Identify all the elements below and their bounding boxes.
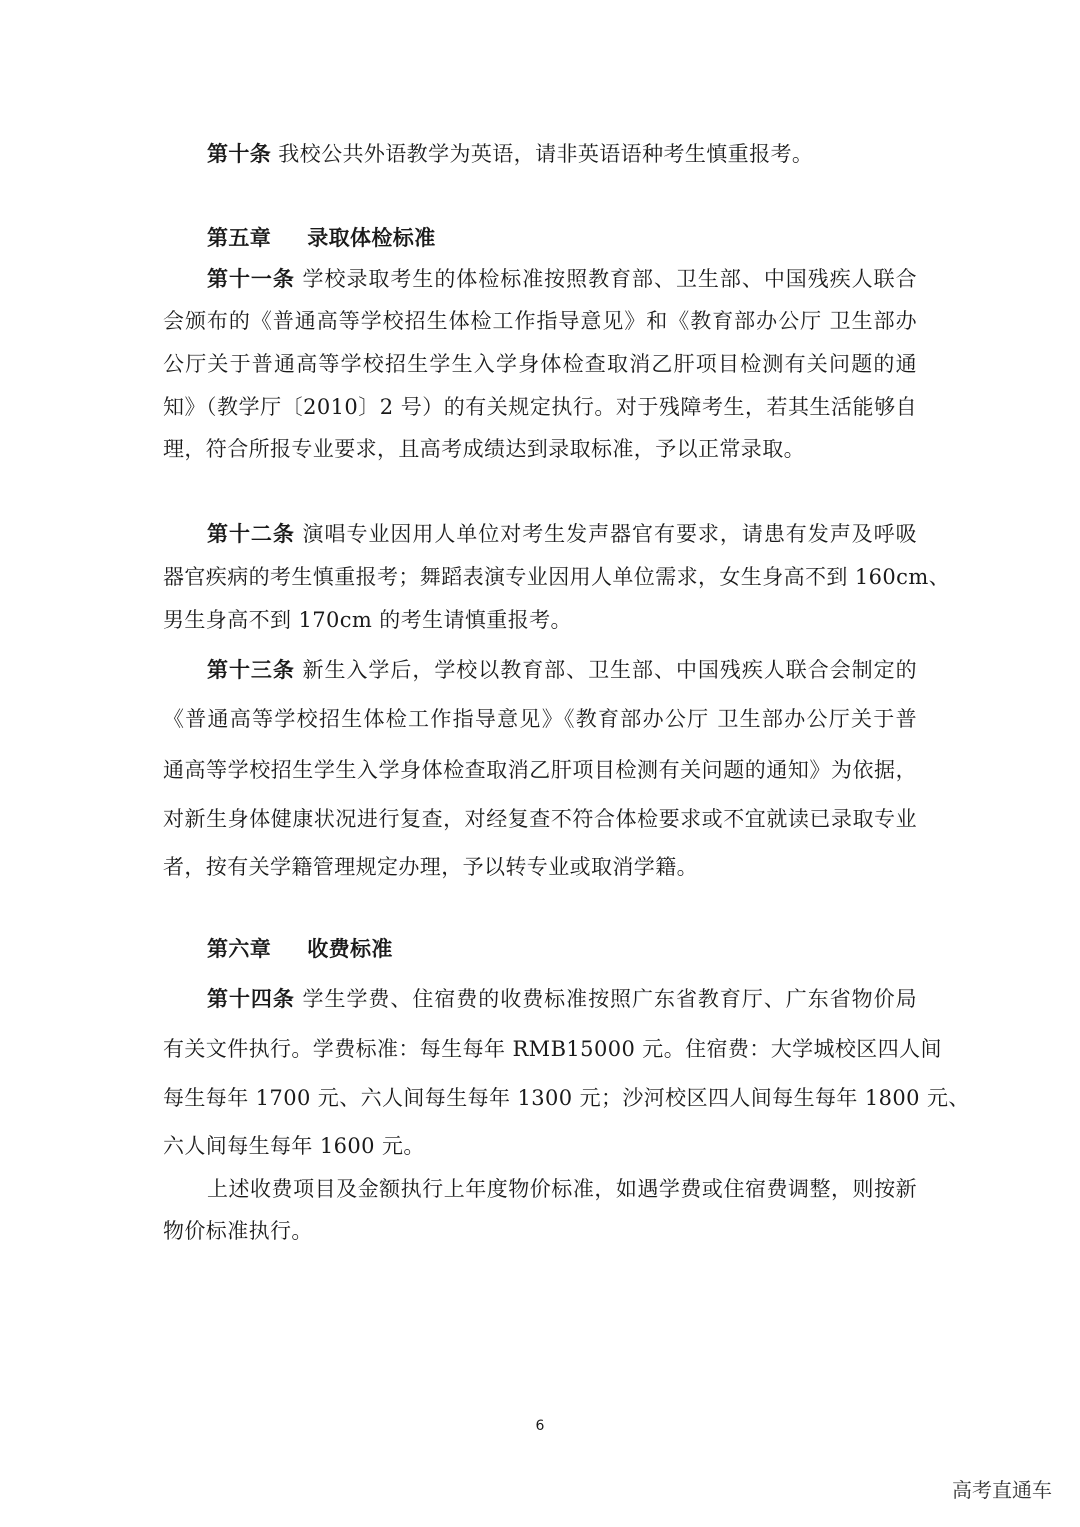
article-12-label: 第十二条	[207, 521, 295, 546]
fees-note-line-2: 物价标准执行。	[163, 1219, 313, 1243]
article-11-label: 第十一条	[207, 266, 295, 291]
article-13-line-1	[207, 656, 917, 684]
article-13-line-4: 对新生身体健康状况进行复查，对经复查不符合体检要求或不宜就读已录取专业	[163, 807, 917, 831]
chapter-5-title: 录取体检标准	[307, 225, 436, 250]
chapter-5-heading	[207, 224, 436, 252]
chapter-6-number: 第六章	[207, 936, 272, 961]
article-10-label: 第十条	[207, 141, 272, 166]
article-12-line-2: 器官疾病的考生慎重报考；舞蹈表演专业因用人单位需求，女生身高不到 160cm、	[163, 565, 951, 589]
chapter-6-heading	[207, 935, 393, 963]
article-14-line-2: 有关文件执行。学费标准：每生每年 RMB15000 元。住宿费：大学城校区四人间	[163, 1037, 942, 1061]
article-14-line-1	[207, 985, 917, 1013]
article-13-line-5: 者，按有关学籍管理规定办理，予以转专业或取消学籍。	[163, 855, 698, 879]
article-14-text-1: 学生学费、住宿费的收费标准按照广东省教育厅、广东省物价局	[302, 987, 918, 1011]
article-11-line-3: 公厅关于普通高等学校招生学生入学身体检查取消乙肝项目检测有关问题的通	[163, 352, 917, 376]
article-11-line-2: 会颁布的《普通高等学校招生体检工作指导意见》和《教育部办公厅 卫生部办	[163, 309, 917, 333]
chapter-6-title: 收费标准	[307, 936, 393, 961]
article-10-line-1	[207, 140, 813, 168]
article-12-text-1: 演唱专业因用人单位对考生发声器官有要求，请患有发声及呼吸	[302, 522, 918, 546]
article-11-text-1: 学校录取考生的体检标准按照教育部、卫生部、中国残疾人联合	[302, 267, 918, 291]
article-13-label: 第十三条	[207, 657, 295, 682]
watermark: 高考直通车	[952, 1478, 1052, 1502]
article-13-line-2: 《普通高等学校招生体检工作指导意见》《教育部办公厅 卫生部办公厅关于普	[163, 707, 917, 731]
article-14-label: 第十四条	[207, 986, 295, 1011]
article-11-line-1	[207, 265, 917, 293]
fees-note-line-1: 上述收费项目及金额执行上年度物价标准，如遇学费或住宿费调整，则按新	[207, 1177, 917, 1201]
article-11-line-4: 知》（教学厅〔2010〕2 号）的有关规定执行。对于残障考生，若其生活能够自	[163, 395, 917, 419]
article-14-line-3: 每生每年 1700 元、六人间每生每年 1300 元；沙河校区四人间每生每年 1800 元、	[163, 1086, 970, 1110]
page-number: 6	[535, 1418, 545, 1434]
article-13-line-3: 通高等学校招生学生入学身体检查取消乙肝项目检测有关问题的通知》为依据，	[163, 758, 917, 782]
article-12-line-3: 男生身高不到 170cm 的考生请慎重报考。	[163, 608, 572, 632]
article-10-text: 我校公共外语教学为英语，请非英语语种考生慎重报考。	[278, 142, 814, 166]
article-11-line-5: 理，符合所报专业要求，且高考成绩达到录取标准，予以正常录取。	[163, 437, 805, 461]
article-13-text-1: 新生入学后，学校以教育部、卫生部、中国残疾人联合会制定的	[302, 658, 918, 682]
article-12-line-1	[207, 520, 917, 548]
chapter-5-number: 第五章	[207, 225, 272, 250]
article-14-line-4: 六人间每生每年 1600 元。	[163, 1134, 425, 1158]
